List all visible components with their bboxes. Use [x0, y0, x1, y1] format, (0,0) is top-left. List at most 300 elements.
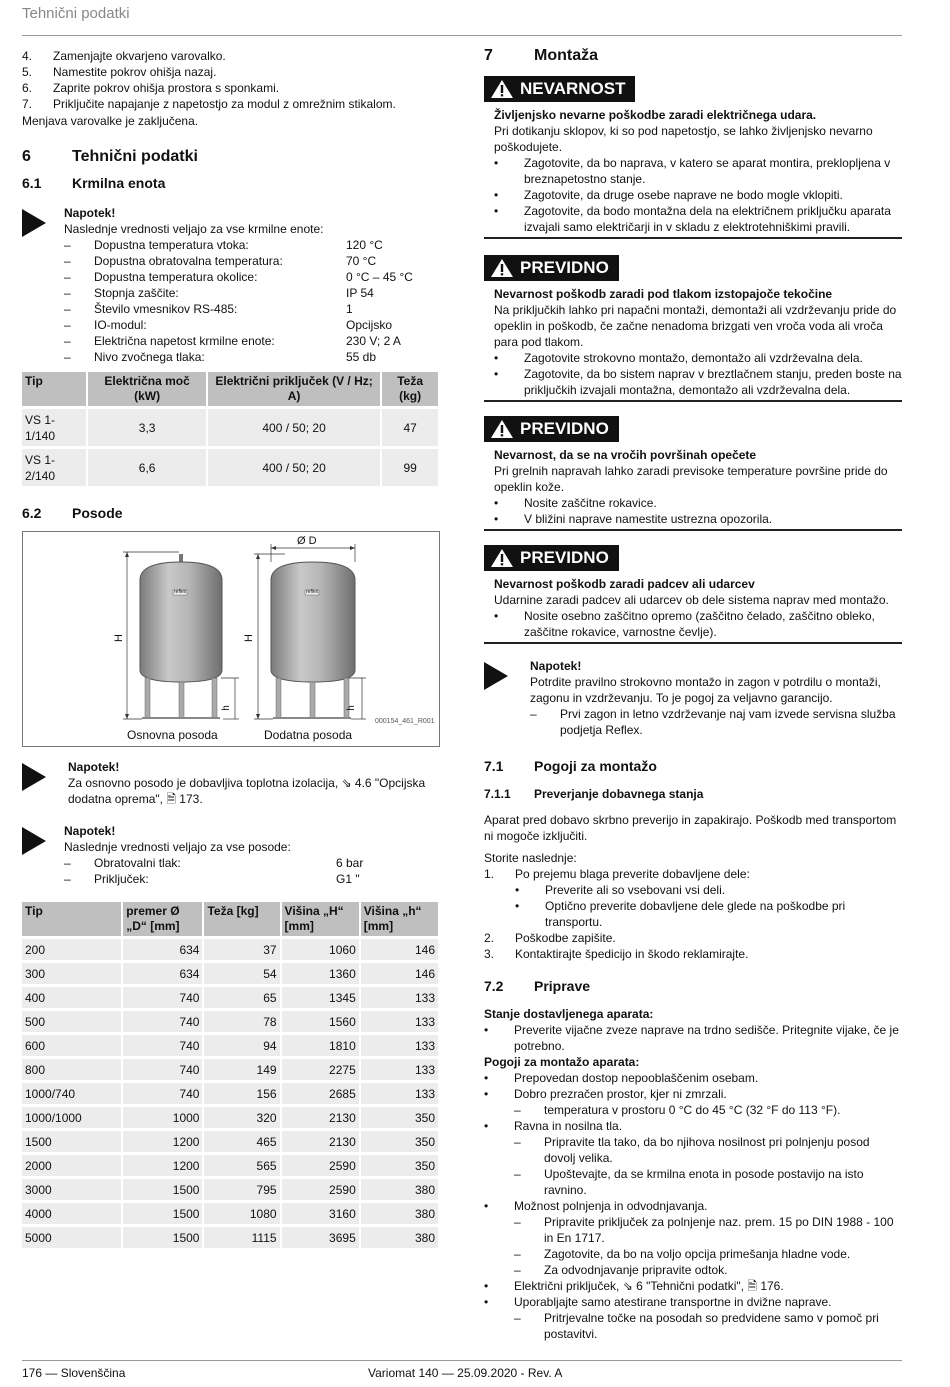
list-item: • Zagotovite, da bodo montažna dela na električnem priključku aparata izvajali samo električarji in v skladu z elektrotehniškimi pravili.	[494, 203, 902, 235]
sub-item-text: Zagotovite, da bo na voljo opcija primešanja hladne vode.	[544, 1247, 851, 1261]
spec-row	[64, 253, 440, 269]
warning-title: Nevarnost, da se na vročih površinah opečete	[494, 448, 757, 462]
table-row	[22, 409, 438, 446]
list-item-text: Dobro prezračen prostor, kjer ni zmrzali.	[514, 1087, 727, 1101]
section-title: Tehnični podatki	[72, 148, 198, 165]
table-row	[22, 987, 438, 1008]
table-cell: 1000/1000	[22, 1107, 121, 1128]
section-number: 6	[22, 148, 31, 165]
warning-caution-hot-surface	[484, 416, 902, 531]
dash: –	[64, 286, 71, 300]
spec-label: Dopustna obratovalna temperatura:	[94, 254, 283, 268]
table-cell: 1560	[282, 1011, 359, 1032]
basic-vessel-graphic	[140, 554, 222, 719]
table-cell: 740	[123, 1083, 202, 1104]
sub-item-text: Za odvodnjavanje pripravite odtok.	[544, 1263, 728, 1277]
list-item-text: Prepovedan dostop nepooblaščenim osebam.	[514, 1071, 759, 1085]
signal-word: PREVIDNO	[520, 548, 609, 567]
list-item	[22, 48, 440, 64]
spec-label: Obratovalni tlak:	[94, 856, 181, 870]
table-cell: 3000	[22, 1179, 121, 1200]
table-cell: 1000	[123, 1107, 202, 1128]
warning-triangle-icon	[490, 419, 514, 439]
spec-row	[64, 317, 440, 333]
table-cell: 2130	[282, 1131, 359, 1152]
list-item: • Prepovedan dostop nepooblaščenim osebam.	[484, 1071, 759, 1085]
warning-danger-electric	[484, 76, 902, 239]
warning-actions	[494, 495, 902, 527]
list-item-text: Uporabljajte samo atestirane transportne in dvižne naprave.	[514, 1295, 832, 1309]
table-row	[22, 1059, 438, 1080]
spec-label: Električna napetost krmilne enote:	[94, 334, 275, 348]
list-item: • Nosite zaščitne rokavice.	[494, 496, 657, 510]
table-cell: 740	[123, 1059, 202, 1080]
spec-label: Nivo zvočnega tlaka:	[94, 350, 205, 364]
note-arrow-icon	[22, 205, 64, 365]
list-item-text: Zagotovite, da bo naprava, v katero se aparat montira, preklopljena v breznapetostno stanje.	[524, 156, 891, 186]
list-item-text: Zagotovite, da bo sistem naprav v breztlačnem stanju, preden boste na priključkih izvajali montažna, demontažo ali vzdrževalna dela.	[524, 367, 902, 397]
warning-text: Pri dotikanju sklopov, ki so pod napetostjo, se lahko življenjsko nevarno poškodujete.	[494, 124, 873, 154]
table-cell: 400 / 50; 20	[208, 409, 380, 446]
list-item	[484, 946, 902, 962]
table-cell: 200	[22, 939, 121, 960]
table-row	[22, 1203, 438, 1224]
warning-actions	[494, 350, 902, 398]
note-insulation	[22, 759, 440, 807]
sub-item: • Preverite ali so vsebovani vsi deli.	[515, 883, 726, 897]
spec-value: 70 °C	[346, 254, 377, 268]
table-cell: 1810	[282, 1035, 359, 1056]
sub-item: – Pripravite priključek za polnjenje naz. prem. 15 po DIN 1988 - 100 in En 1717.	[484, 1214, 902, 1246]
control-unit-table	[20, 369, 440, 489]
list-item	[484, 866, 902, 930]
table-cell: 146	[361, 963, 438, 984]
spec-value: 6 bar	[336, 856, 364, 870]
spec-value: 120 °C	[346, 238, 383, 252]
table-cell: 2275	[282, 1059, 359, 1080]
table-cell: 1500	[123, 1179, 202, 1200]
list-item: • Nosite osebno zaščitno opremo (zaščitno čelado, zaščitno obleko, zaščitne rokavice, varnostne čevlje).	[494, 608, 902, 640]
table-row	[22, 1131, 438, 1152]
section-number: 7.1.1	[484, 787, 511, 801]
list-item: • Zagotovite, da bo naprava, v katero se aparat montira, preklopljena v breznapetostno stanje.	[494, 155, 902, 187]
table-cell: 156	[204, 1083, 279, 1104]
table-cell: 78	[204, 1011, 279, 1032]
warning-body	[484, 447, 902, 527]
caption-basic-vessel: Osnovna posoda	[127, 728, 218, 742]
step-number: 6.	[22, 81, 33, 95]
list-item: • Preverite vijačne zveze naprave na trdno sedišče. Pritegnite vijake, če je potrebno.	[484, 1022, 902, 1054]
footer-page-language: 176 — Slovenščina	[22, 1366, 126, 1380]
list-item-text: Ravna in nosilna tla.	[514, 1119, 623, 1133]
note-arrow-icon	[22, 759, 68, 807]
column-header: Tip	[22, 902, 121, 936]
table-cell: 600	[22, 1035, 121, 1056]
footer-document-id: Variomat 140 — 25.09.2020 - Rev. A	[368, 1366, 563, 1380]
note-title: Napotek!	[64, 206, 116, 220]
warning-text: Udarnine zaradi padcev ali udarcev ob dele sistema naprav med montažo.	[494, 593, 889, 607]
table-cell: 133	[361, 1059, 438, 1080]
table-cell: 740	[123, 1011, 202, 1032]
left-column	[22, 48, 440, 1251]
table-cell: 1500	[123, 1227, 202, 1248]
list-item: • Zagotovite, da bo sistem naprav v breztlačnem stanju, preden boste na priključkih izvajali montažna, demontažo ali vzdrževalna dela.	[494, 367, 902, 397]
table-cell: 4000	[22, 1203, 121, 1224]
section-title: Krmilna enota	[72, 175, 166, 191]
table-cell: 1080	[204, 1203, 279, 1224]
sub-item: • Optično preverite dobavljene dele glede na poškodbe pri transportu.	[484, 898, 902, 930]
note-intro: Naslednje vrednosti veljajo za vse krmilne enote:	[64, 222, 324, 236]
warning-title: Nevarnost poškodb zaradi padcev ali udarcev	[494, 577, 755, 591]
dash: –	[64, 254, 71, 268]
prep-heading-delivered: Stanje dostavljenega aparata:	[484, 1007, 654, 1021]
dash: –	[64, 270, 71, 284]
dash: –	[64, 350, 71, 364]
warning-body	[484, 107, 902, 235]
section-number: 6.1	[22, 175, 42, 191]
step-text: Poškodbe zapišite.	[515, 931, 616, 945]
table-cell: 740	[123, 987, 202, 1008]
table-cell: 350	[361, 1155, 438, 1176]
signal-word-label	[484, 545, 619, 571]
sub-item: – temperatura v prostoru 0 °C do 45 °C (32 °F do 113 °F).	[514, 1103, 841, 1117]
table-cell: 133	[361, 987, 438, 1008]
list-item-text: Nosite zaščitne rokavice.	[524, 496, 657, 510]
note-sub-text: Prvi zagon in letno vzdrževanje naj vam izvede servisna služba podjetja Reflex.	[560, 707, 896, 737]
section-7-2-heading	[484, 978, 902, 994]
brand-label-right: reflex	[306, 589, 319, 595]
steps-result: Menjava varovalke je zaključena.	[22, 114, 199, 128]
leg-height-label-right: h	[345, 705, 357, 711]
list-item-text: Zagotovite, da druge osebe naprave ne bodo mogle vklopiti.	[524, 188, 843, 202]
section-7-heading	[484, 48, 902, 64]
spec-row	[64, 269, 440, 285]
table-cell: 1060	[282, 939, 359, 960]
table-cell: 3,3	[88, 409, 206, 446]
signal-word: NEVARNOST	[520, 79, 626, 98]
list-item-text[interactable]: Električni priključek, ⇘ 6 "Tehnični podatki", 🗎 176.	[514, 1279, 784, 1293]
table-cell: 133	[361, 1083, 438, 1104]
table-cell: VS 1-1/140	[22, 409, 86, 446]
table-row	[22, 963, 438, 984]
signal-word-label	[484, 255, 619, 281]
note-text: Potrdite pravilno strokovno montažo in zagon v potrdilu o montaži, zagonu in vzdrževanju. To je pogoj za veljavno garancijo.	[530, 675, 881, 705]
spec-label: Število vmesnikov RS-485:	[94, 302, 238, 316]
list-item	[22, 96, 440, 112]
section-6-1-heading	[22, 175, 440, 191]
control-unit-specs	[64, 237, 440, 365]
table-cell: 400 / 50; 20	[208, 449, 380, 486]
signal-word-label	[484, 416, 619, 442]
right-column	[484, 48, 902, 1342]
additional-vessel-graphic	[271, 562, 355, 719]
list-item: • Dobro prezračen prostor, kjer ni zmrzali. – temperatura v prostoru 0 °C do 45 °C (32 °F do 113 °F).	[484, 1086, 902, 1118]
column-header: Višina „H“ [mm]	[282, 902, 359, 936]
step-text: Zaprite pokrov ohišja prostora s sponkami.	[53, 81, 280, 95]
table-cell: 500	[22, 1011, 121, 1032]
warning-triangle-icon	[490, 258, 514, 278]
column-header: Električni priključek (V / Hz; A)	[208, 372, 380, 406]
table-row	[22, 1083, 438, 1104]
section-title: Montaža	[534, 47, 598, 64]
step-number: 2.	[484, 931, 495, 945]
note-intro: Naslednje vrednosti veljajo za vse posode:	[64, 840, 291, 854]
warning-actions	[494, 608, 902, 640]
note-commissioning	[484, 658, 902, 738]
spec-label: Dopustna temperatura vtoka:	[94, 238, 249, 252]
sub-item-text: Upoštevajte, da se krmilna enota in posode postavijo na isto ravnino.	[544, 1167, 864, 1197]
table-cell: 1500	[123, 1203, 202, 1224]
table-cell: 350	[361, 1107, 438, 1128]
table-cell: 47	[382, 409, 438, 446]
step-number: 3.	[484, 947, 495, 961]
sub-item-text: Optično preverite dobavljene dele glede na poškodbe pri transportu.	[545, 899, 846, 929]
column-header: Teža [kg]	[204, 902, 279, 936]
warning-title: Življenjsko nevarne poškodbe zaradi električnega udara.	[494, 108, 817, 122]
warning-body	[484, 286, 902, 398]
list-item: • Možnost polnjenja in odvodnjavanja. – Pripravite priključek za polnjenje naz. prem. 15 po DIN 1988 - 100 in En 1717. – Zagotovite, da bo na voljo opcija primešanja hladne vode. – Za odvodnjavanje pripravite odtok.	[484, 1198, 902, 1278]
prep-heading-conditions: Pogoji za montažo aparata:	[484, 1055, 640, 1069]
table-cell: 133	[361, 1035, 438, 1056]
note-title: Napotek!	[68, 760, 120, 774]
list-item	[22, 80, 440, 96]
table-cell: 5000	[22, 1227, 121, 1248]
column-header: Višina „h“ [mm]	[361, 902, 438, 936]
table-cell: 400	[22, 987, 121, 1008]
sub-item-text: Preverite ali so vsebovani vsi deli.	[545, 883, 726, 897]
table-row	[22, 1155, 438, 1176]
table-cell: 146	[361, 939, 438, 960]
step-number: 5.	[22, 65, 33, 79]
spec-row	[64, 349, 440, 365]
table-cell: 2685	[282, 1083, 359, 1104]
spec-value: 55 db	[346, 350, 377, 364]
warning-title: Nevarnost poškodb zaradi pod tlakom izstopajoče tekočine	[494, 287, 833, 301]
section-title: Priprave	[534, 978, 591, 994]
table-cell: 380	[361, 1179, 438, 1200]
table-cell: 565	[204, 1155, 279, 1176]
list-item: • Ravna in nosilna tla. – Pripravite tla tako, da bo njihova nosilnost pri polnjenju posod dovolj velika. – Upoštevajte, da se krmilna enota in posode postavijo na isto ravnino.	[484, 1118, 902, 1198]
step-text: Zamenjajte okvarjeno varovalko.	[53, 49, 226, 63]
step-text: Kontaktirajte špedicijo in škodo reklamirajte.	[515, 947, 749, 961]
dash: –	[64, 318, 71, 332]
column-header: premer Ø „D“ [mm]	[123, 902, 202, 936]
section-title: Preverjanje dobavnega stanja	[534, 787, 704, 801]
spec-value: IP 54	[346, 286, 374, 300]
step-text: Priključite napajanje z napetostjo za modul z omrežnim stikalom.	[53, 97, 396, 111]
spec-row	[64, 333, 440, 349]
list-item	[22, 64, 440, 80]
table-cell: 634	[123, 939, 202, 960]
warning-triangle-icon	[490, 548, 514, 568]
table-cell: 740	[123, 1035, 202, 1056]
table-cell: 350	[361, 1131, 438, 1152]
table-cell: 2590	[282, 1155, 359, 1176]
note-arrow-icon	[22, 823, 64, 887]
table-cell: 1000/740	[22, 1083, 121, 1104]
spec-value: 0 °C – 45 °C	[346, 270, 413, 284]
signal-word: PREVIDNO	[520, 258, 609, 277]
table-cell: 795	[204, 1179, 279, 1200]
height-label-right: H	[242, 634, 255, 642]
note-arrow-icon	[484, 658, 530, 738]
spec-row	[64, 855, 440, 871]
warning-text: Na priključkih lahko pri napačni montaži, demontaži ali vzdrževanju pride do opeklin in poškodb, če začne nenadoma brizgati ven vroča voda ali vroča para pod tlakom.	[494, 303, 897, 349]
table-row	[22, 1227, 438, 1248]
table-cell: 1360	[282, 963, 359, 984]
vessel-table	[20, 899, 440, 1251]
spec-row	[64, 871, 440, 887]
sub-item: – Upoštevajte, da se krmilna enota in posode postavijo na isto ravnino.	[484, 1166, 902, 1198]
dash: –	[64, 856, 71, 870]
vessel-figure	[22, 531, 440, 747]
section-7-1-1-heading	[484, 786, 902, 802]
sub-item-text: temperatura v prostoru 0 °C do 45 °C (32 °F do 113 °F).	[544, 1103, 841, 1117]
table-row	[22, 1179, 438, 1200]
table-cell: 65	[204, 987, 279, 1008]
column-header: Električna moč (kW)	[88, 372, 206, 406]
table-cell: 2590	[282, 1179, 359, 1200]
height-label-left: H	[112, 634, 125, 642]
fuse-steps	[22, 48, 440, 112]
dash: –	[64, 334, 71, 348]
prep-delivered-list	[484, 1022, 902, 1054]
spec-row	[64, 301, 440, 317]
section-7-1-heading	[484, 758, 902, 774]
table-cell: 54	[204, 963, 279, 984]
step-number: 7.	[22, 97, 33, 111]
note-vessels	[22, 823, 440, 887]
running-header: Tehnični podatki	[22, 5, 130, 22]
table-cell: 380	[361, 1203, 438, 1224]
diameter-label: Ø D	[297, 535, 317, 547]
list-item: • Električni priključek, ⇘ 6 "Tehnični podatki", 🗎 176.	[484, 1279, 784, 1293]
list-item: • Zagotovite, da druge osebe naprave ne bodo mogle vklopiti.	[494, 188, 843, 202]
list-item: • Uporabljajte samo atestirane transportne in dvižne naprave. – Pritrjevalne točke na posodah so predvidene samo v pomoč pri postavitvi.	[484, 1294, 902, 1342]
table-cell: 3695	[282, 1227, 359, 1248]
warning-text: Pri grelnih napravah lahko zaradi previsoke temperature površine pride do opeklin kože.	[494, 464, 888, 494]
dash: –	[64, 302, 71, 316]
section-title: Posode	[72, 505, 123, 521]
table-cell: VS 1-2/140	[22, 449, 86, 486]
section-number: 6.2	[22, 505, 42, 521]
header-rule	[22, 35, 902, 36]
warning-body	[484, 576, 902, 640]
table-cell: 149	[204, 1059, 279, 1080]
drawing-code: 000154_461_R001	[375, 718, 435, 725]
section-number: 7.1	[484, 758, 504, 774]
list-item: • Zagotovite strokovno montažo, demontažo ali vzdrževalna dela.	[494, 351, 863, 365]
sub-item-text: Pritrjevalne točke na posodah so predvidene samo v pomoč pri postavitvi.	[544, 1311, 879, 1341]
table-cell: 465	[204, 1131, 279, 1152]
list-item-text: V bližini naprave namestite ustrezna opozorila.	[524, 512, 773, 526]
table-row	[22, 1011, 438, 1032]
table-cell: 99	[382, 449, 438, 486]
do-following: Storite naslednje:	[484, 851, 577, 865]
note-control-unit	[22, 205, 440, 365]
spec-value: G1 "	[336, 872, 360, 886]
caption-additional-vessel: Dodatna posoda	[264, 728, 353, 742]
warning-triangle-icon	[490, 79, 514, 99]
vessel-specs	[64, 855, 440, 887]
table-cell: 133	[361, 1011, 438, 1032]
sub-item-text: Pripravite tla tako, da bo njihova nosilnost pri polnjenju posod dovolj velika.	[544, 1135, 870, 1165]
note-title: Napotek!	[64, 824, 116, 838]
warning-caution-falls	[484, 545, 902, 644]
list-item-text: Zagotovite, da bodo montažna dela na električnem priključku aparata izvajali samo električarji in v skladu z elektrotehniškimi pravili.	[524, 204, 891, 234]
warning-actions	[494, 155, 902, 235]
signal-word: PREVIDNO	[520, 419, 609, 438]
note-text[interactable]: Za osnovno posodo je dobavljiva toplotna izolacija, ⇘ 4.6 "Opcijska dodatna oprema", 🗎 173.	[68, 776, 426, 806]
dash: –	[64, 872, 71, 886]
footer-rule	[22, 1360, 902, 1361]
prep-conditions-list	[484, 1070, 902, 1342]
table-row	[22, 1035, 438, 1056]
sub-item-text: Pripravite priključek za polnjenje naz. prem. 15 po DIN 1988 - 100 in En 1717.	[544, 1215, 894, 1245]
warning-caution-pressure	[484, 255, 902, 402]
leg-height-label-left: h	[220, 705, 232, 711]
column-header: Teža (kg)	[382, 372, 438, 406]
dash: –	[64, 238, 71, 252]
column-header: Tip	[22, 372, 86, 406]
step-text: Namestite pokrov ohišja nazaj.	[53, 65, 217, 79]
table-cell: 94	[204, 1035, 279, 1056]
section-number: 7	[484, 47, 493, 64]
table-cell: 800	[22, 1059, 121, 1080]
brand-label-left: reflex	[174, 589, 187, 595]
spec-value: 230 V; 2 A	[346, 334, 401, 348]
spec-label: Dopustna temperatura okolice:	[94, 270, 258, 284]
table-cell: 380	[361, 1227, 438, 1248]
table-cell: 37	[204, 939, 279, 960]
table-row	[22, 939, 438, 960]
table-cell: 2130	[282, 1107, 359, 1128]
table-cell: 1115	[204, 1227, 279, 1248]
section-6-heading	[22, 149, 440, 165]
list-item: • V bližini naprave namestite ustrezna opozorila.	[494, 512, 773, 526]
signal-word-label	[484, 76, 635, 102]
table-cell: 2000	[22, 1155, 121, 1176]
delivery-paragraph: Aparat pred dobavo skrbno preverijo in zapakirajo. Poškodb med transportom ni mogoče izključiti.	[484, 813, 897, 843]
step-text: Po prejemu blaga preverite dobavljene dele:	[515, 867, 750, 881]
list-item-text: Zagotovite strokovno montažo, demontažo ali vzdrževalna dela.	[524, 351, 863, 365]
section-title: Pogoji za montažo	[534, 758, 657, 774]
table-cell: 300	[22, 963, 121, 984]
table-cell: 1500	[22, 1131, 121, 1152]
spec-label: IO-modul:	[94, 318, 147, 332]
spec-value: 1	[346, 302, 353, 316]
spec-row	[64, 285, 440, 301]
sub-item: – Pripravite tla tako, da bo njihova nosilnost pri polnjenju posod dovolj velika.	[484, 1134, 902, 1166]
table-row	[22, 449, 438, 486]
list-item-text: Možnost polnjenja in odvodnjavanja.	[514, 1199, 708, 1213]
sub-item: – Zagotovite, da bo na voljo opcija primešanja hladne vode.	[514, 1247, 851, 1261]
delivery-steps	[484, 866, 902, 962]
table-cell: 1200	[123, 1131, 202, 1152]
sub-item: – Za odvodnjavanje pripravite odtok.	[514, 1263, 728, 1277]
spec-label: Stopnja zaščite:	[94, 286, 179, 300]
list-item	[484, 930, 902, 946]
table-cell: 1345	[282, 987, 359, 1008]
note-sub-item: – Prvi zagon in letno vzdrževanje naj vam izvede servisna služba podjetja Reflex.	[530, 706, 902, 738]
sub-item: – Pritrjevalne točke na posodah so predvidene samo v pomoč pri postavitvi.	[484, 1310, 902, 1342]
table-cell: 320	[204, 1107, 279, 1128]
spec-label: Priključek:	[94, 872, 149, 886]
table-cell: 3160	[282, 1203, 359, 1224]
spec-value: Opcijsko	[346, 318, 393, 332]
step-number: 1.	[484, 867, 495, 881]
table-cell: 1200	[123, 1155, 202, 1176]
